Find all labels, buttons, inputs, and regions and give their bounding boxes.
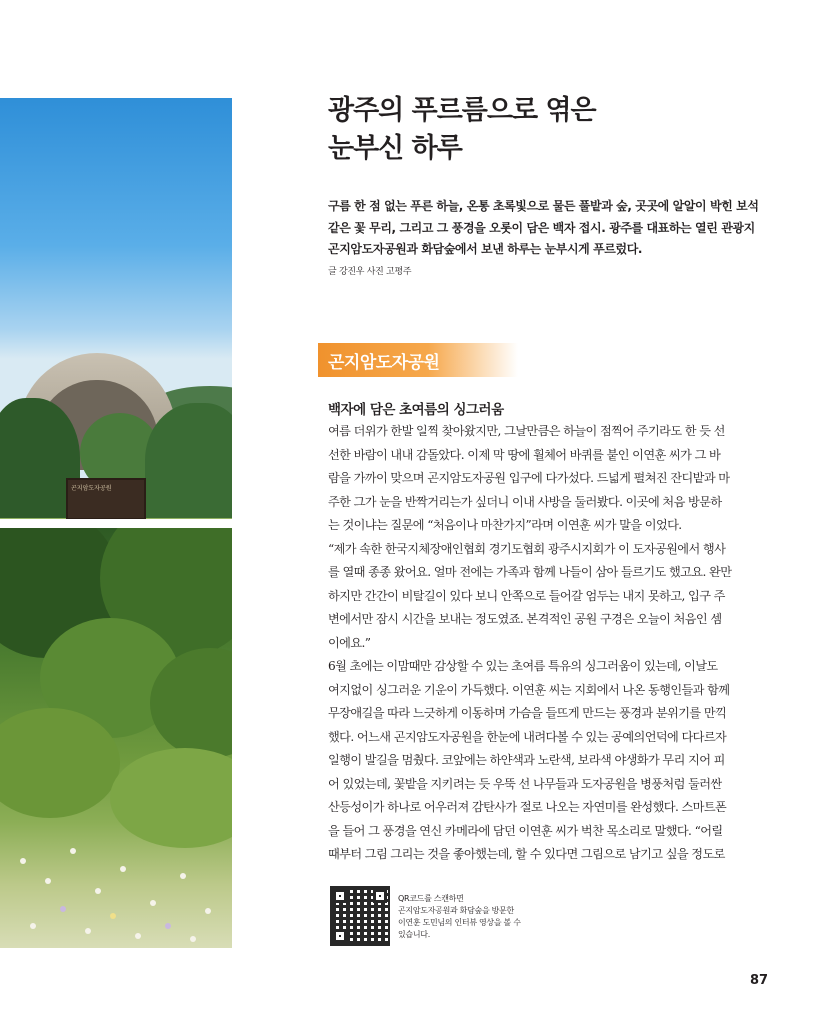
flower (70, 848, 76, 854)
park-sign-text: 곤지암도자공원 (71, 485, 112, 492)
article-title (328, 92, 748, 168)
flower (110, 913, 116, 919)
qr-finder-pattern (333, 889, 347, 903)
qr-code[interactable] (330, 886, 390, 946)
section-label-text: 곤지암도자공원 (328, 353, 440, 373)
wildflower-photo (0, 528, 232, 948)
body-line: “제가 속한 한국지체장애인협회 경기도협회 광주시지회가 이 도자공원에서 행사 (328, 541, 726, 556)
body-line: 주한 그가 눈을 반짝거리는가 싶더니 이내 사방을 둘러봤다. 이곳에 처음 방문하 (328, 494, 722, 509)
qr-finder-pattern (373, 889, 387, 903)
qr-caption-line: 있습니다. (398, 930, 430, 939)
flower (30, 923, 36, 929)
body-line: 을 들어 그 풍경을 연신 카메라에 담던 이연훈 씨가 벅찬 목소리로 말했다. “어릴 (328, 823, 723, 838)
flower (205, 908, 211, 914)
flower (95, 888, 101, 894)
subheading: 백자에 담은 초여름의 싱그러움 (328, 402, 504, 418)
flower (190, 936, 196, 942)
flower (60, 906, 66, 912)
qr-finder-pattern (333, 929, 347, 943)
park-map-sign (66, 478, 146, 519)
body-line: 여름 더위가 한발 일찍 찾아왔지만, 그날만큼은 하늘이 점찍어 주기라도 한 듯 선 (328, 424, 725, 438)
body-line: 때부터 그림 그리는 것을 좋아했는데, 할 수 있다면 그림으로 남기고 싶을 정도로 (328, 847, 725, 861)
body-line: 했다. 어느새 곤지암도자공원을 한눈에 내려다볼 수 있는 공예의언덕에 다다르자 (328, 729, 727, 744)
body-line: 하지만 간간이 비탈길이 있다 보니 안쪽으로 들어갈 엄두는 내지 못하고, 입구 주 (328, 588, 725, 603)
qr-caption-line: QR코드를 스캔하면 (398, 894, 464, 903)
qr-caption-line: 곤지암도자공원과 화담숲을 방문한 (398, 906, 514, 915)
title-line: 광주의 푸르름으로 엮은 (328, 95, 596, 126)
flower (165, 923, 171, 929)
qr-caption (398, 893, 548, 941)
body-line: 어 있었는데, 꽃밭을 지키려는 듯 우뚝 선 나무들과 도자공원을 병풍처럼 둘러싼 (328, 776, 722, 791)
shrub (110, 748, 232, 848)
body-line: 일행이 발길을 멈췄다. 코앞에는 하얀색과 노란색, 보라색 야생화가 무리 지어 피 (328, 753, 725, 767)
title-line: 눈부신 하루 (328, 133, 462, 164)
lead-line: 같은 꽃 무리, 그리고 그 풍경을 오롯이 담은 백자 접시. 광주를 대표하는 열린 관광지 (328, 220, 755, 235)
page-number: 87 (750, 973, 769, 988)
body-line: 변에서만 잠시 시간을 보내는 정도였죠. 본격적인 공원 구경은 오늘이 처음인 셈 (328, 612, 722, 626)
section-label (318, 343, 518, 377)
flower (150, 900, 156, 906)
body-line: 6월 초에는 이맘때만 감상할 수 있는 초여름 특유의 싱그러움이 있는데, 이날도 (328, 659, 718, 673)
body-line: 이에요.” (328, 635, 371, 650)
flower (20, 858, 26, 864)
body-line: 산등성이가 하나로 어우러져 감탄사가 절로 나오는 자연미를 완성했다. 스마트폰 (328, 800, 727, 814)
flower (120, 866, 126, 872)
body-line: 는 것이냐는 질문에 “처음이나 마찬가지”라며 이연훈 씨가 말을 이었다. (328, 518, 682, 532)
lead-line: 곤지암도자공원과 화담숲에서 보낸 하루는 눈부시게 푸르렀다. (328, 242, 643, 256)
body-line: 무장애길을 따라 느긋하게 이동하며 가슴을 들뜨게 만드는 풍경과 분위기를 만끽 (328, 706, 727, 720)
article-body (328, 420, 772, 867)
flower (180, 873, 186, 879)
article-lead (328, 196, 768, 261)
park-entrance-photo (0, 98, 232, 519)
flower (135, 933, 141, 939)
body-line: 선한 바람이 내내 감돌았다. 이제 막 땅에 휠체어 바퀴를 붙인 이연훈 씨가 그 바 (328, 447, 721, 462)
qr-caption-line: 이연훈 도민님의 인터뷰 영상을 볼 수 (398, 918, 521, 927)
flower (85, 928, 91, 934)
body-line: 람을 가까이 맞으며 곤지암도자공원 입구에 다가섰다. 드넓게 펼쳐진 잔디밭과 마 (328, 471, 730, 485)
lead-line: 구름 한 점 없는 푸른 하늘, 온통 초록빛으로 물든 풀밭과 숲, 곳곳에 알알이 박힌 보석 (328, 199, 759, 213)
pine-trees-right (145, 403, 232, 518)
flower (45, 878, 51, 884)
body-line: 여지없이 싱그러운 기운이 가득했다. 이연훈 씨는 지회에서 나온 동행인들과 함께 (328, 682, 730, 697)
byline: 글 강진우 사진 고평주 (328, 267, 412, 277)
body-line: 를 열때 종종 왔어요. 얼마 전에는 가족과 함께 나들이 삼아 들르기도 했고요. 완만 (328, 565, 732, 579)
